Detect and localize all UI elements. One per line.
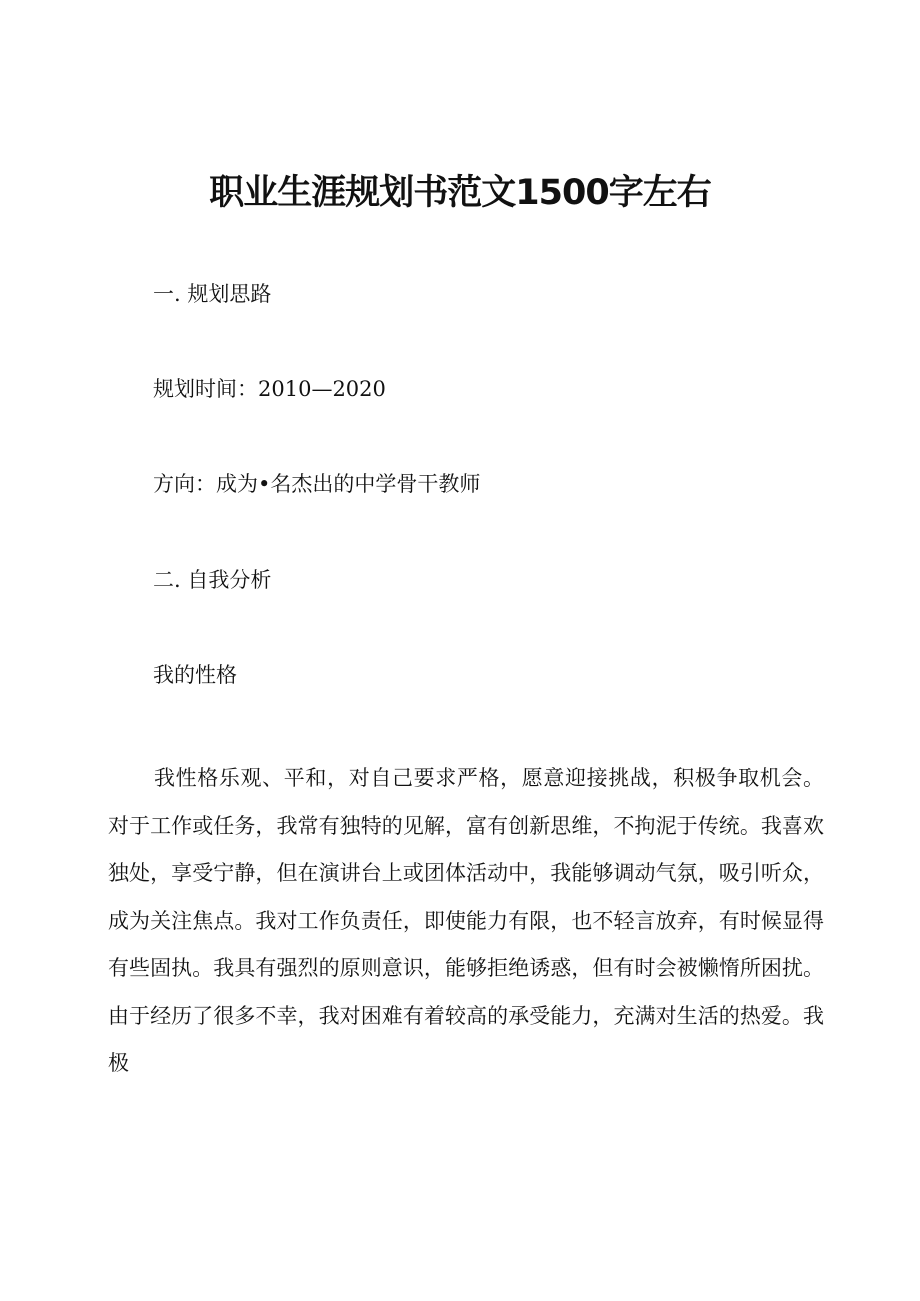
section-heading-planning: 一. 规划思路 [153,282,272,306]
document-title: 职业生涯规划书范文1500字左右 [209,173,711,213]
subheading-personality: 我的性格 [153,663,237,687]
career-direction: 方向：成为•名杰出的中学骨干教师 [153,472,481,496]
section-heading-self-analysis: 二. 自我分析 [153,568,272,592]
planning-period: 规划时间：2010—2020 [153,377,386,401]
personality-paragraph: 我性格乐观、平和，对自己要求严格，愿意迎接挑战，积极争取机会。对于工作或任务，我常有独特的见解，富有创新思维，不拘泥于传统。我喜欢独处，享受宁静，但在演讲台上或团体活动中，我能够调动气氛，吸引听众，成为关注焦点。我对工作负责任，即使能力有限，也不轻言放弃，有时候显得有些固执。我具有强烈的原则意识，能够拒绝诱惑，但有时会被懒惰所困扰。由于经历了很多不幸，我对困难有着较高的承受能力，充满对生活的热爱。我极 [108,766,824,1075]
